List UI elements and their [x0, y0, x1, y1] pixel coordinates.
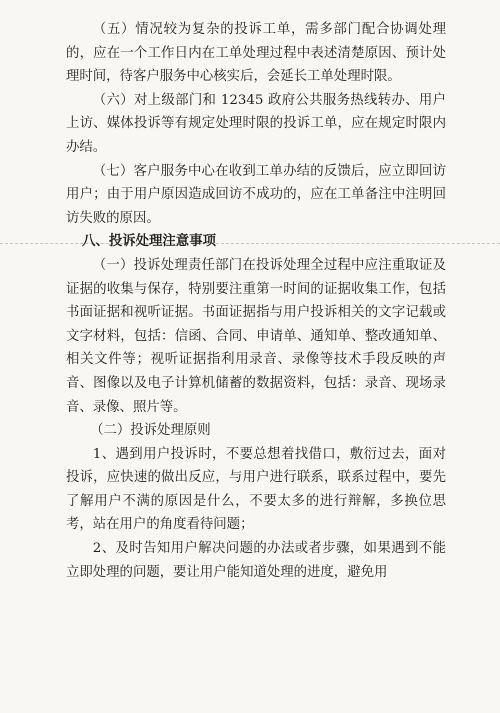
- paragraph-principle-1: 1、遇到用户投诉时，不要总想着找借口，敷衍过去，面对投诉，应快速的做出反应，与用户进行联系，联系过程中，要先了解用户不满的原因是什么，不要太多的进行辩解，多换位思考，站在用户的角度看待问题；: [66, 446, 446, 533]
- section-heading: 八、投诉处理注意事项: [82, 233, 216, 250]
- subheading-principles: （二）投诉处理原则: [90, 423, 211, 439]
- paragraph-7: （七）客户服务中心在收到工单办结的反馈后，应立即回访用户；由于用户原因造成回访不成功的，应在工单备注中注明回访失败的原因。: [66, 163, 446, 226]
- paragraph-6: （六）对上级部门和 12345 政府公共服务热线转办、用户上访、媒体投诉等有规定处理时限的投诉工单，应在规定时限内办结。: [66, 92, 446, 155]
- paragraph-principle-2: 2、及时告知用户解决问题的办法或者步骤，如果遇到不能立即处理的问题，要让用户能知道处理的进度，避免用: [66, 541, 446, 580]
- paragraph-5: （五）情况较为复杂的投诉工单，需多部门配合协调处理的，应在一个工作日内在工单处理过程中表述清楚原因、预计处理时间，待客户服务中心核实后，会延长工单处理时限。: [66, 22, 446, 85]
- document-body: [66, 18, 446, 584]
- paragraph-evidence: （一）投诉处理责任部门在投诉处理全过程中应注重取证及证据的收集与保存，特别要注重第一时间的证据收集工作，包括书面证据和视听证据。书面证据指与用户投诉相关的文字记载或文字材料，包括：信函、合同、申请单、通知单、整改通知单、相关文件等；视听证据指利用录音、录像等技术手段反映的声音、图像以及电子计算机储蓄的数据资料，包括：录音、现场录音、录像、照片等。: [66, 257, 446, 415]
